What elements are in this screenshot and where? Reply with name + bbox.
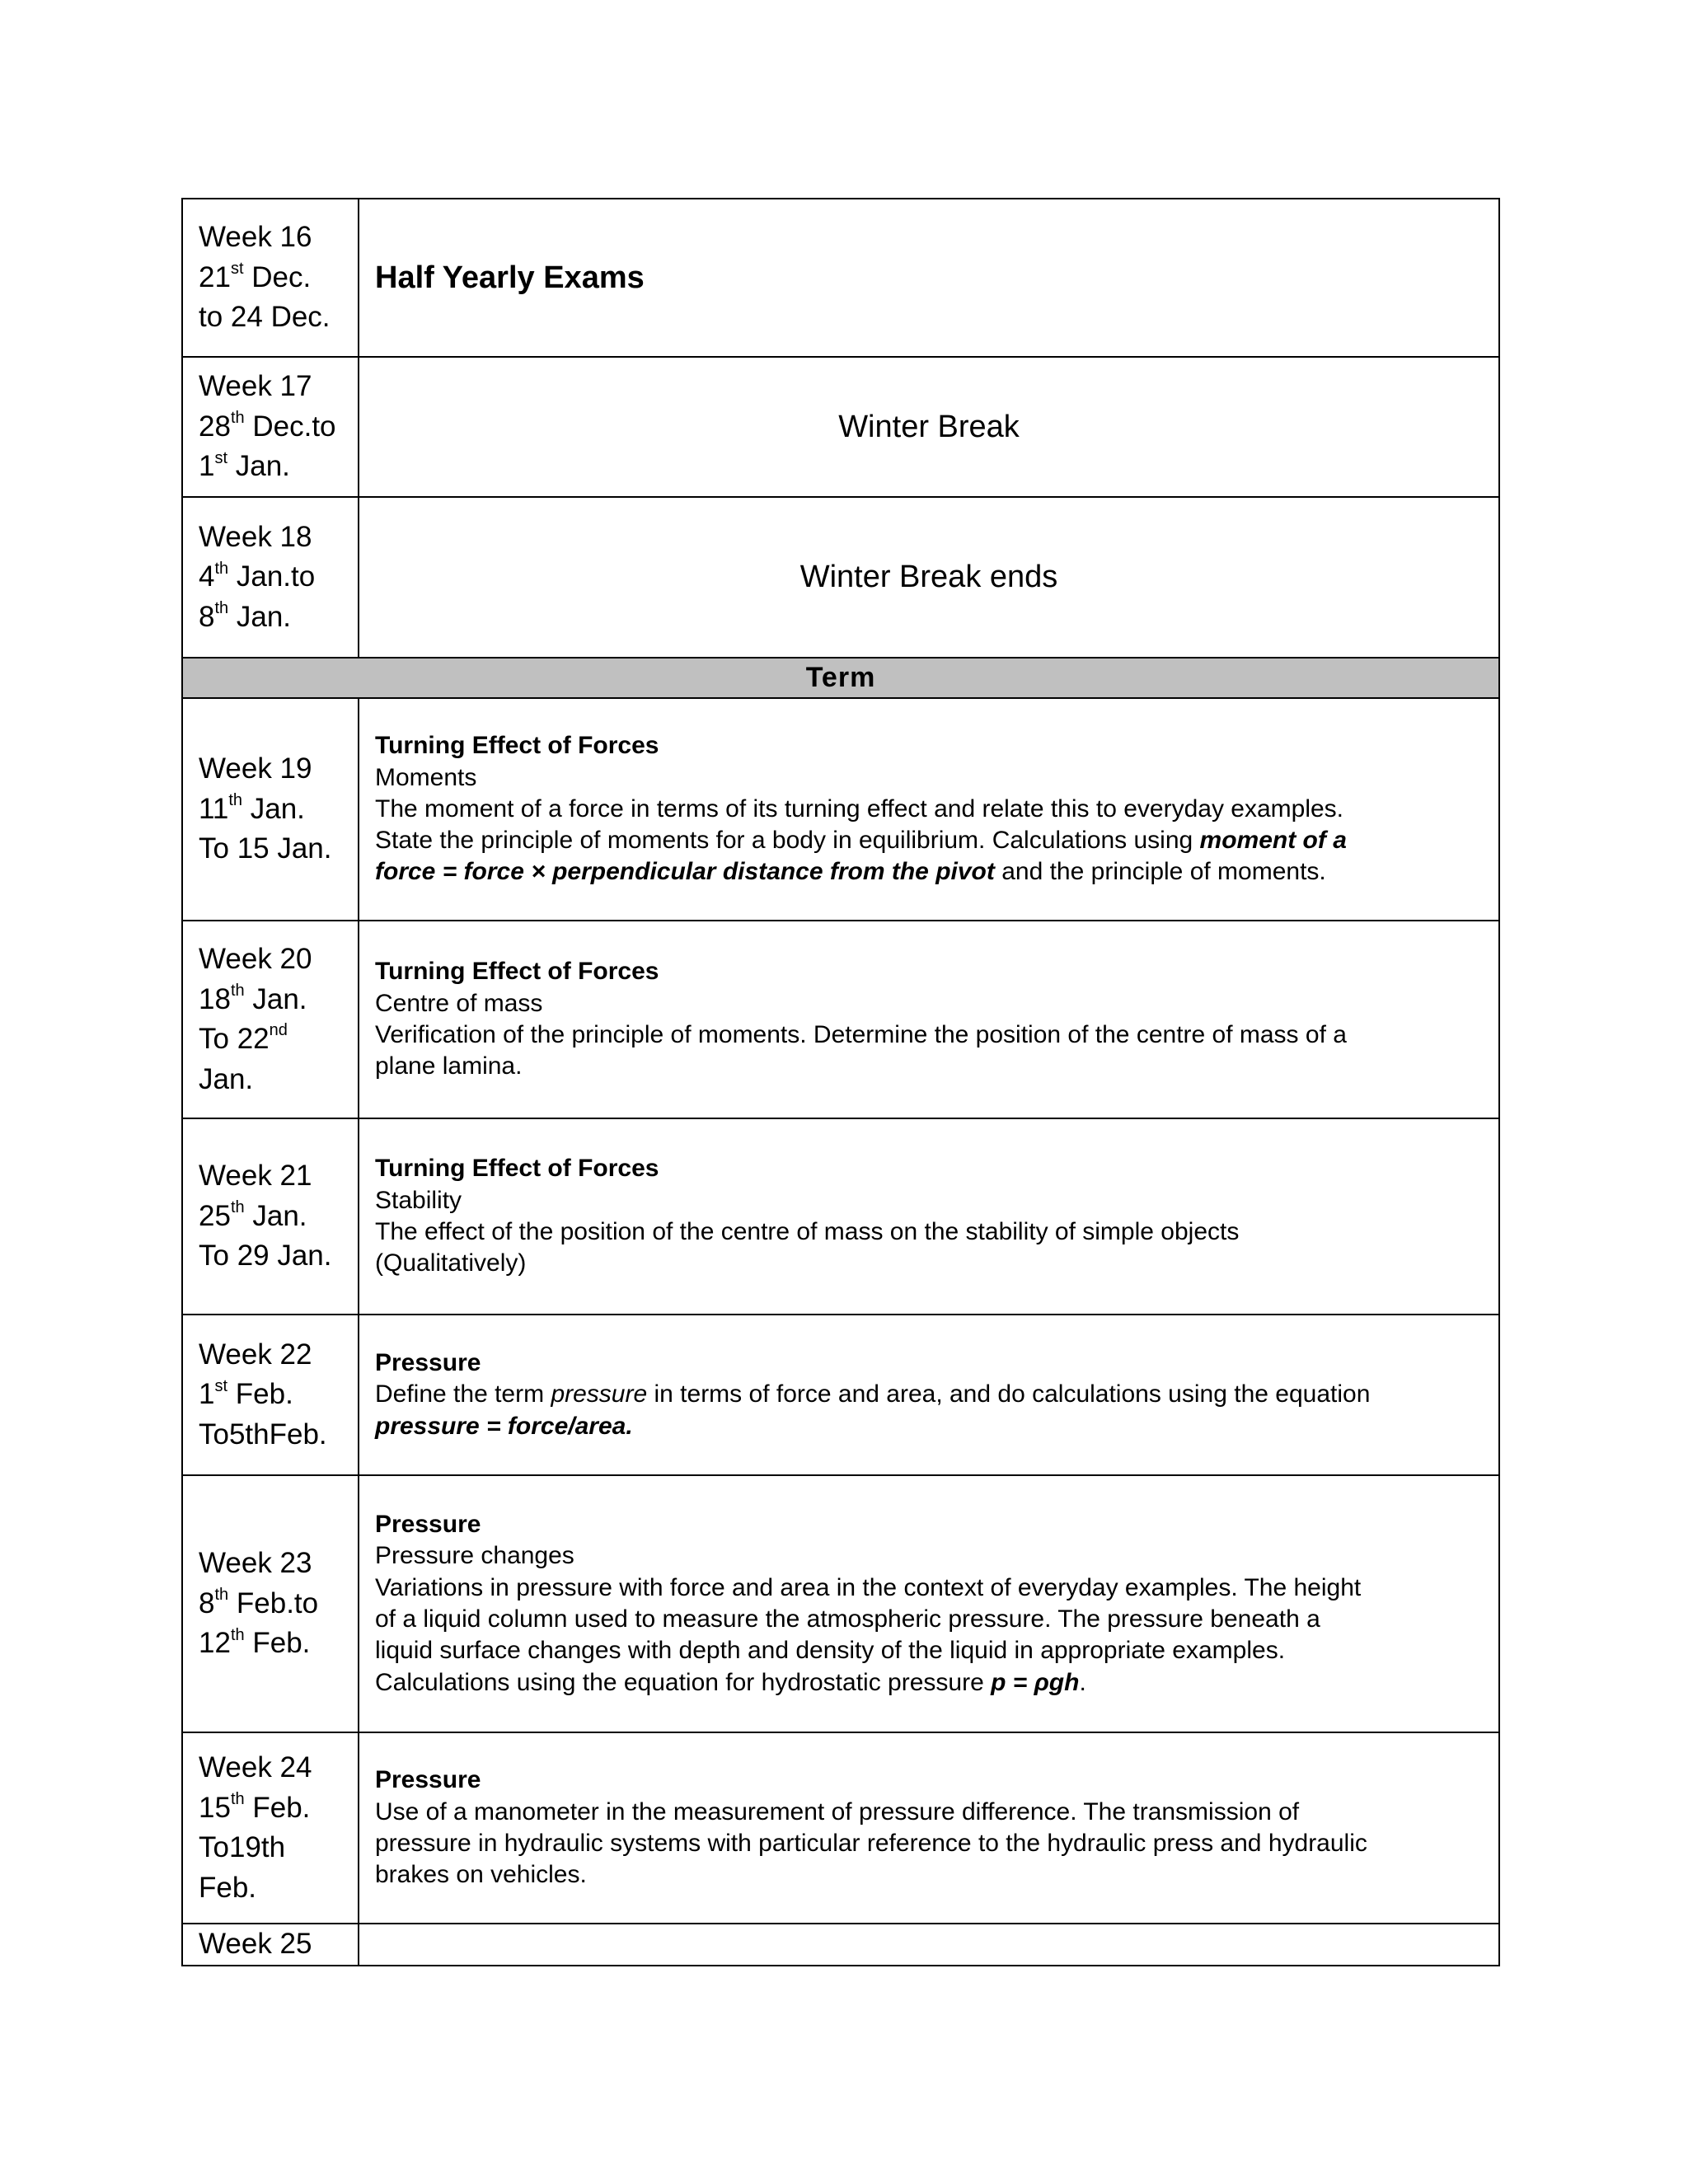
topic-text: liquid surface changes with depth and density of the liquid in appropriate examples.	[375, 1637, 1286, 1665]
topic-text: force = force × perpendicular distance from the pivot and the principle of moments.	[375, 858, 1326, 886]
topic-subtitle: Pressure changes	[375, 1542, 574, 1570]
topic-subtitle: Moments	[375, 763, 477, 791]
topic-text: pressure in hydraulic systems with particular reference to the hydraulic press and hydraulic	[375, 1830, 1367, 1857]
table-row	[182, 357, 1499, 497]
week-label: Week 22	[199, 1338, 312, 1371]
week-dates-end: To 29 Jan.	[199, 1240, 332, 1272]
topic-title: Pressure	[375, 1349, 481, 1377]
week-label: Week 19	[199, 752, 312, 785]
week-label: Week 17	[199, 370, 312, 403]
week-dates: 8th Feb.to	[199, 1586, 319, 1619]
week-dates-end: To19th	[199, 1831, 286, 1863]
table-row	[182, 698, 1499, 921]
week-dates-end: Feb.	[199, 1871, 257, 1904]
table-row	[182, 1732, 1499, 1924]
week-dates-end: To5thFeb.	[199, 1418, 327, 1451]
week-dates-end: to 24 Dec.	[199, 301, 331, 334]
week-dates: 15th Feb.	[199, 1789, 311, 1824]
week-dates-end: To 15 Jan.	[199, 832, 332, 865]
table-row	[182, 921, 1499, 1118]
topic-text: (Qualitatively)	[375, 1249, 527, 1277]
table-row	[182, 1475, 1499, 1732]
term-header-row	[182, 658, 1499, 698]
topic-title: Turning Effect of Forces	[375, 1155, 659, 1183]
table-row	[182, 1118, 1499, 1315]
topic-title: Pressure	[375, 1766, 481, 1794]
exam-heading: Half Yearly Exams	[359, 199, 1499, 357]
topic-text: Calculations using the equation for hydrostatic pressure p = ρgh.	[375, 1668, 1086, 1696]
table-row	[182, 1924, 1499, 1966]
topic-cell	[359, 1118, 1499, 1315]
week-label: Week 18	[199, 520, 312, 553]
week-cell	[182, 1924, 359, 1966]
empty-topic-cell	[359, 1924, 1499, 1966]
week-dates-end: 1st Jan.	[199, 448, 290, 483]
week-label: Week 20	[199, 943, 312, 975]
syllabus-table	[181, 198, 1500, 1966]
week-dates: 25th Jan.	[199, 1198, 307, 1232]
topic-text: The moment of a force in terms of its turning effect and relate this to everyday examples.	[375, 794, 1344, 823]
topic-text: State the principle of moments for a body in equilibrium. Calculations using moment of a	[375, 827, 1347, 855]
week-cell	[182, 357, 359, 497]
week-label: Week 16	[199, 221, 312, 254]
topic-equation: pressure = force/area.	[375, 1412, 633, 1440]
topic-cell	[359, 1315, 1499, 1475]
week-cell	[182, 497, 359, 658]
week-label: Week 24	[199, 1751, 312, 1783]
break-text: Winter Break	[359, 357, 1499, 497]
topic-cell	[359, 921, 1499, 1118]
break-text: Winter Break ends	[359, 497, 1499, 658]
topic-text: Verification of the principle of moments. Determine the position of the centre of mass of a	[375, 1021, 1347, 1048]
topic-text: The effect of the position of the centre of mass on the stability of simple objects	[375, 1218, 1240, 1245]
week-cell	[182, 199, 359, 357]
topic-text: brakes on vehicles.	[375, 1861, 587, 1889]
week-cell	[182, 1118, 359, 1315]
week-dates-end: 8th Jan.	[199, 599, 292, 633]
week-cell	[182, 921, 359, 1118]
topic-text: Define the term pressure in terms of force and area, and do calculations using the equation	[375, 1380, 1371, 1408]
week-dates-end: 12th Feb.	[199, 1625, 311, 1660]
topic-text: Variations in pressure with force and area in the context of everyday examples. The height	[375, 1573, 1362, 1601]
topic-subtitle: Centre of mass	[375, 989, 543, 1017]
week-dates: 1st Feb.	[199, 1376, 293, 1411]
week-label: Week 23	[199, 1547, 312, 1580]
week-dates: 21st Dec.	[199, 260, 312, 293]
topic-text: Use of a manometer in the measurement of pressure difference. The transmission of	[375, 1797, 1300, 1825]
week-dates: 18th Jan.	[199, 981, 307, 1015]
week-dates-end: To 22nd	[199, 1021, 288, 1055]
table-row	[182, 1315, 1499, 1475]
week-label: Week 25	[199, 1928, 312, 1960]
topic-cell	[359, 1732, 1499, 1924]
week-cell	[182, 1475, 359, 1732]
table-row	[182, 497, 1499, 658]
week-dates-end: Jan.	[199, 1062, 254, 1095]
week-cell	[182, 1732, 359, 1924]
table-row	[182, 199, 1499, 357]
term-header: Term	[182, 658, 1499, 698]
week-cell	[182, 1315, 359, 1475]
topic-subtitle: Stability	[375, 1186, 462, 1214]
topic-title: Turning Effect of Forces	[375, 732, 659, 760]
week-dates: 4th Jan.to	[199, 559, 316, 593]
topic-cell	[359, 1475, 1499, 1732]
topic-text: of a liquid column used to measure the atmospheric pressure. The pressure beneath a	[375, 1605, 1320, 1633]
topic-title: Pressure	[375, 1511, 481, 1539]
week-cell	[182, 698, 359, 921]
week-dates: 28th Dec.to	[199, 409, 336, 443]
topic-text: plane lamina.	[375, 1052, 523, 1080]
topic-title: Turning Effect of Forces	[375, 958, 659, 986]
topic-cell	[359, 698, 1499, 921]
week-dates: 11th Jan.	[199, 791, 305, 825]
week-label: Week 21	[199, 1160, 312, 1193]
